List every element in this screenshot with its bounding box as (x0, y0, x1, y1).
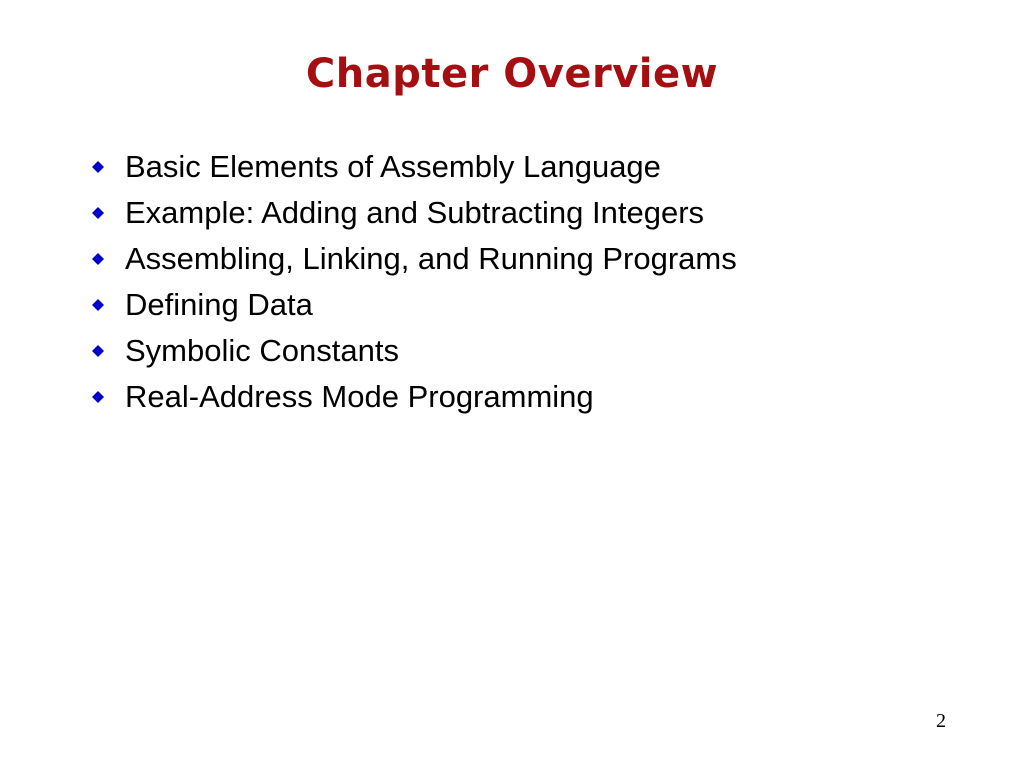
diamond-icon (92, 207, 104, 219)
list-item (90, 144, 737, 190)
bullet-text: Basic Elements of Assembly Language (125, 149, 661, 184)
list-item (90, 236, 737, 282)
slide-title: Chapter Overview (305, 51, 719, 97)
bullet-text: Real-Address Mode Programming (125, 379, 594, 414)
bullet-text: Assembling, Linking, and Running Programs (125, 241, 737, 276)
bullet-text: Defining Data (125, 287, 313, 322)
bullet-text: Symbolic Constants (125, 333, 399, 368)
page-number: 2 (936, 710, 946, 732)
list-item (90, 374, 737, 420)
diamond-icon (92, 161, 104, 173)
diamond-icon (92, 253, 104, 265)
bullet-list (90, 144, 737, 420)
diamond-icon (92, 299, 104, 311)
diamond-icon (92, 345, 104, 357)
diamond-icon (92, 391, 104, 403)
bullet-text: Example: Adding and Subtracting Integers (125, 195, 705, 230)
list-item (90, 190, 737, 236)
list-item (90, 282, 737, 328)
list-item (90, 328, 737, 374)
